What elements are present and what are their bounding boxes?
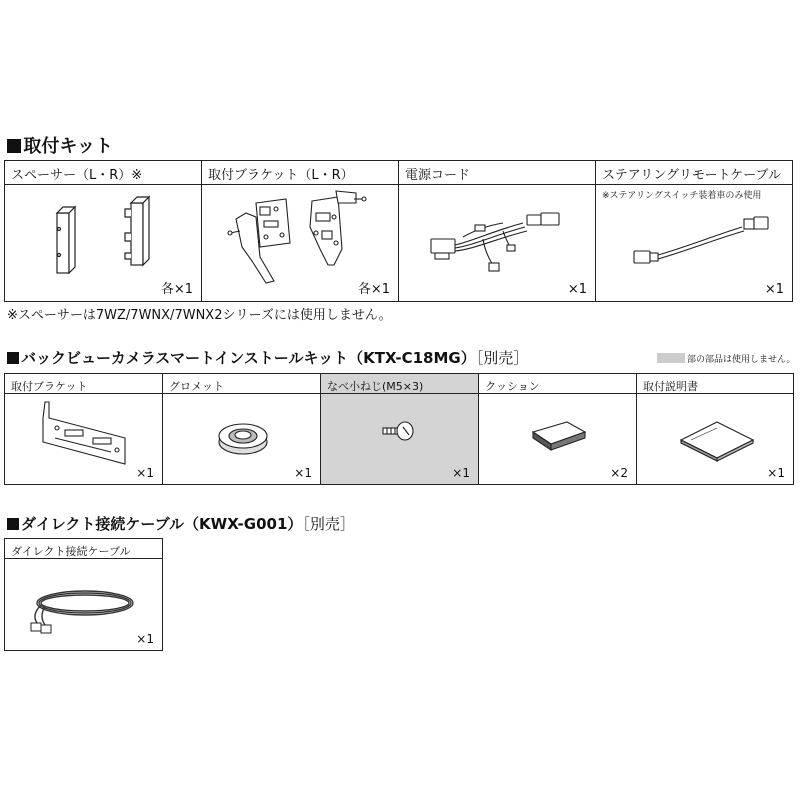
spacer-illustration [45, 193, 155, 288]
panel-divider [596, 184, 792, 185]
direct-cable-qty: ×1 [136, 632, 154, 646]
panel-divider [321, 393, 478, 394]
grommet-qty: ×1 [294, 466, 312, 480]
camera-kit-heading-text: バックビューカメラスマートインストールキット（KTX-C18MG） [21, 349, 476, 367]
screw-panel [320, 373, 479, 485]
camera-bracket-illustration [35, 398, 135, 468]
screw-label: なべ小ねじ(M5×3) [327, 380, 424, 393]
screw-qty: ×1 [452, 466, 470, 480]
bracket-panel [201, 160, 399, 302]
grommet-illustration [213, 418, 273, 458]
panel-divider [637, 393, 793, 394]
grommet-label: グロメット [169, 380, 224, 393]
camera-bracket-panel [4, 373, 163, 485]
install-kit-heading [7, 132, 113, 158]
panel-divider [5, 558, 162, 559]
screw-illustration [379, 418, 423, 446]
cushion-qty: ×2 [610, 466, 628, 480]
spacer-qty: 各×1 [160, 282, 193, 297]
camera-bracket-label: 取付ブラケット [11, 380, 88, 393]
panel-divider [479, 393, 636, 394]
spacer-panel [4, 160, 202, 302]
direct-cable-panel [4, 538, 163, 651]
camera-kit-sold-separately: ［別売］ [475, 349, 529, 367]
bracket-illustration [216, 187, 376, 287]
direct-cable-sold-separately: ［別売］ [302, 515, 355, 533]
cushion-illustration [527, 418, 591, 454]
spacer-label: スペーサー（L・R）※ [11, 168, 143, 183]
direct-cable-heading [7, 513, 355, 534]
steering-cable-qty: ×1 [764, 282, 784, 297]
manual-panel [636, 373, 794, 485]
steering-cable-label: ステアリングリモートケーブル [602, 168, 782, 183]
steering-cable-panel [595, 160, 793, 302]
black-square-icon [7, 518, 19, 530]
black-square-icon [7, 352, 19, 364]
direct-cable-label: ダイレクト接続ケーブル [11, 545, 131, 558]
panel-divider [202, 184, 398, 185]
power-cord-qty: ×1 [567, 282, 587, 297]
grommet-panel [162, 373, 321, 485]
legend-text: 部の部品は使用しません。 [687, 355, 796, 365]
camera-kit-heading [7, 347, 528, 368]
manual-label: 取付説明書 [643, 380, 698, 393]
power-cord-label: 電源コード [405, 168, 471, 183]
install-kit-heading-text: 取付キット [23, 136, 114, 157]
direct-cable-heading-text: ダイレクト接続ケーブル（KWX-G001） [21, 515, 303, 533]
cushion-label: クッション [485, 380, 540, 393]
legend-swatch [657, 353, 685, 363]
steering-cable-note: ※ステアリングスイッチ装着車のみ使用 [602, 191, 762, 201]
panel-divider [5, 184, 201, 185]
camera-bracket-qty: ×1 [136, 466, 154, 480]
power-cord-illustration [423, 201, 573, 281]
panel-divider [163, 393, 320, 394]
direct-cable-illustration [19, 579, 149, 639]
manual-qty: ×1 [767, 466, 785, 480]
steering-cable-illustration [626, 211, 776, 281]
cushion-panel [478, 373, 637, 485]
power-cord-panel [398, 160, 596, 302]
manual-illustration [677, 414, 757, 464]
bracket-label: 取付ブラケット（L・R） [208, 168, 354, 183]
bracket-qty: 各×1 [357, 282, 390, 297]
spacer-footnote: ※スペーサーは7WZ/7WNX/7WNX2シリーズには使用しません。 [7, 308, 392, 323]
unused-parts-legend [657, 352, 796, 365]
black-square-icon [7, 139, 21, 153]
panel-divider [399, 184, 595, 185]
panel-divider [5, 393, 162, 394]
